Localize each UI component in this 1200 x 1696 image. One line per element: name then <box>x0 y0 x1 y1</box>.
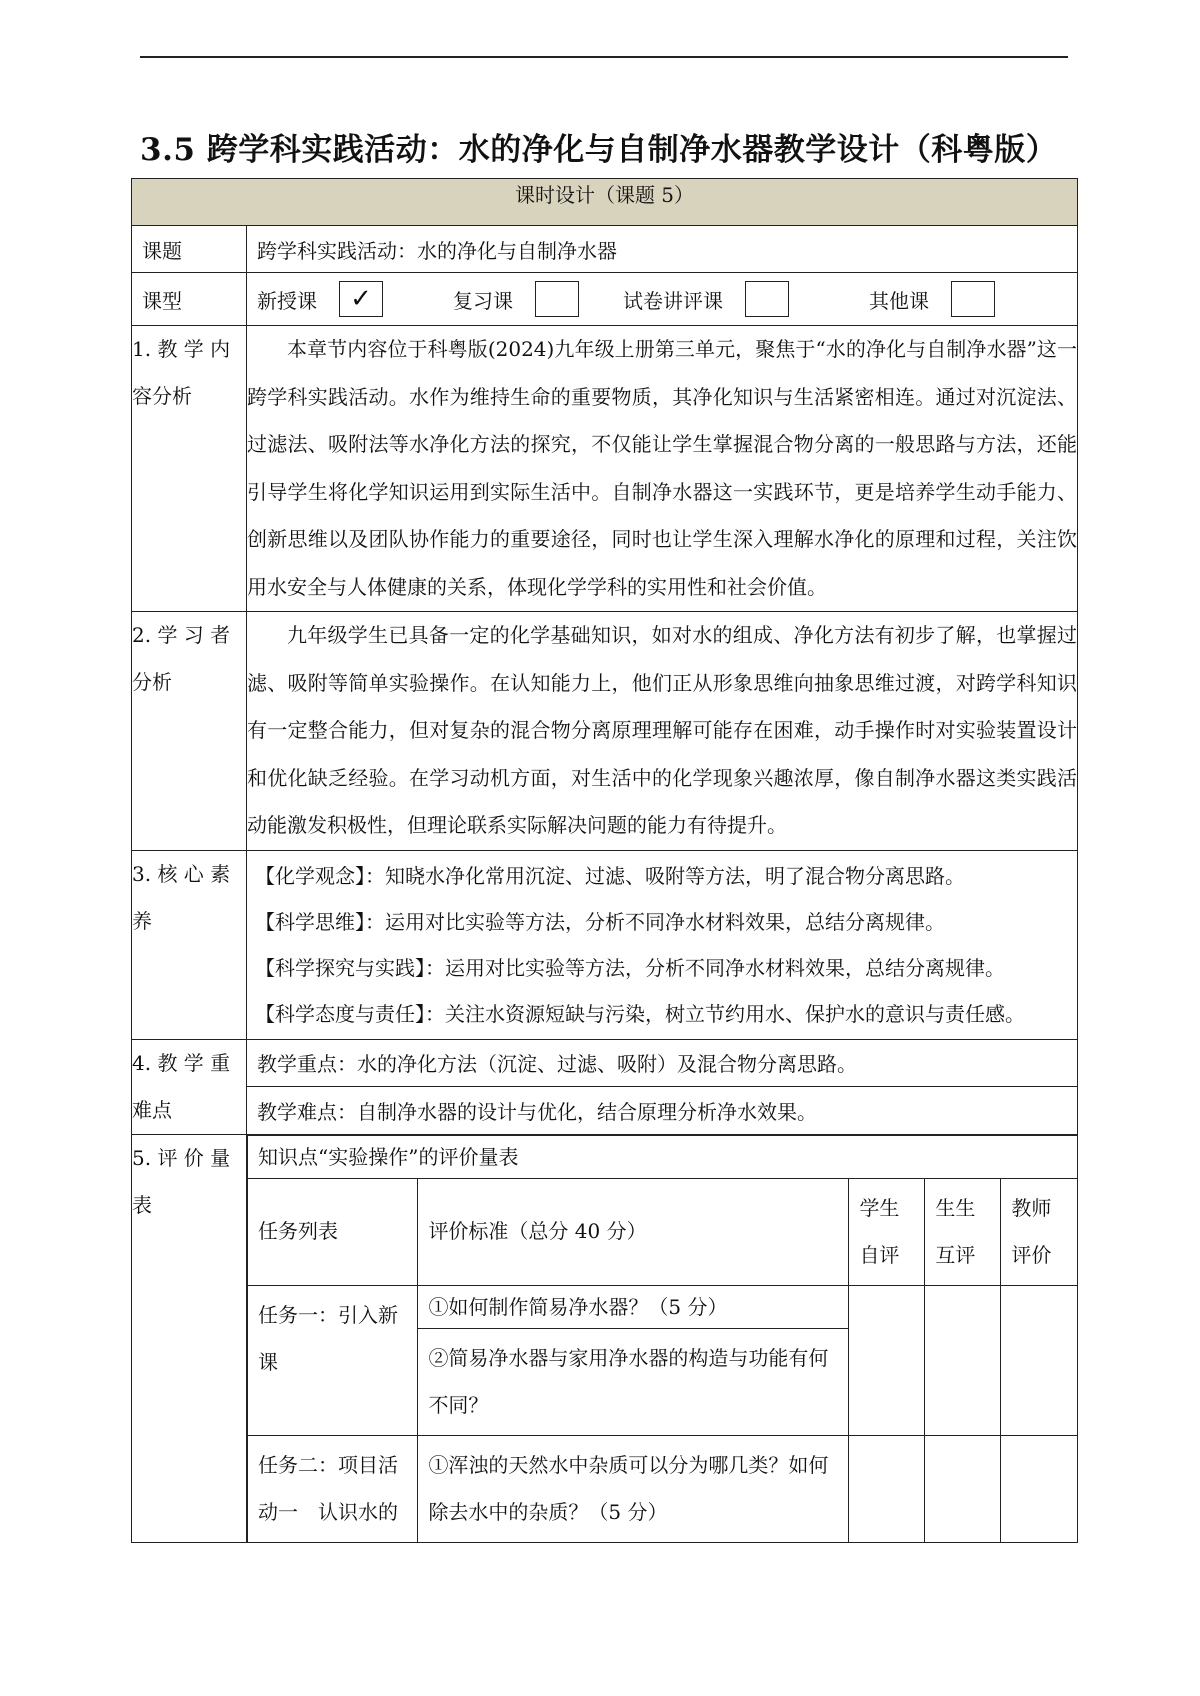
core-literacy-list <box>247 850 1078 1039</box>
key-point-row <box>132 1039 1078 1087</box>
evaluation-label: 5. 评 价 量表 <box>132 1134 247 1543</box>
task-criterion: ①浑浊的天然水中杂质可以分为哪几类？如何除去水中的杂质？（5 分） <box>418 1435 849 1542</box>
option-label: 试卷讲评课 <box>623 288 723 313</box>
section-header-row <box>132 179 1078 226</box>
header-teacher: 教师评价 <box>1001 1178 1077 1285</box>
core-literacy-item: 【科学思维】：运用对比实验等方法，分析不同净水材料效果，总结分离规律。 <box>255 909 945 934</box>
lesson-type-options <box>257 273 1067 325</box>
difficult-point-text: 教学难点：自制净水器的设计与优化，结合原理分析净水效果。 <box>247 1087 1078 1135</box>
learner-analysis-label: 2. 学 习 者分析 <box>132 612 247 851</box>
document-title: 3.5 跨学科实践活动：水的净化与自制净水器教学设计（科粤版） <box>140 132 1058 168</box>
lesson-type-option <box>257 281 383 317</box>
rubric-caption: 知识点“实验操作”的评价量表 <box>248 1135 1078 1178</box>
content-analysis-label: 1. 教 学 内 容分析 <box>132 326 247 612</box>
header-rule <box>140 56 1068 58</box>
core-literacy-item: 【科学态度与责任】：关注水资源短缺与污染，树立节约用水、保护水的意识与责任感。 <box>255 1001 1025 1026</box>
section-header: 课时设计（课题 5） <box>132 179 1078 226</box>
topic-row <box>132 226 1078 273</box>
option-label: 新授课 <box>257 288 317 313</box>
core-literacy-row <box>132 850 1078 1039</box>
learner-analysis-text: 九年级学生已具备一定的化学基础知识，如对水的组成、净化方法有初步了解，也掌握过滤、吸附等简单实验操作。在认知能力上，他们正从形象思维向抽象思维过渡，对跨学科知识有一定整合能力，但对复杂的混合物分离原理理解可能存在困难，动手操作时对实验装置设计和优化缺乏经验。在学习动机方面，对生活中的化学现象兴趣浓厚，像自制净水器这类实践活动能激发积极性，但理论联系实际解决问题的能力有待提升。 <box>247 612 1078 851</box>
header-peer: 生生互评 <box>925 1178 1001 1285</box>
lesson-type-option <box>623 281 789 317</box>
lesson-type-row <box>132 273 1078 326</box>
score-peer[interactable] <box>925 1285 1001 1435</box>
task-name: 任务一：引入新课 <box>248 1285 418 1435</box>
score-teacher[interactable] <box>1001 1285 1077 1435</box>
option-label: 复习课 <box>453 288 513 313</box>
header-task: 任务列表 <box>248 1178 418 1285</box>
content-analysis-text: 本章节内容位于科粤版(2024)九年级上册第三单元，聚焦于“水的净化与自制净水器”这一跨学科实践活动。水作为维持生命的重要物质，其净化知识与生活紧密相连。通过对沉淀法、过滤法、吸附法等水净化方法的探究，不仅能让学生掌握混合物分离的一般思路与方法，还能引导学生将化学知识运用到实际生活中。自制净水器这一实践环节，更是培养学生动手能力、创新思维以及团队协作能力的重要途径，同时也让学生深入理解水净化的原理和过程，关注饮用水安全与人体健康的关系，体现化学学科的实用性和社会价值。 <box>247 326 1078 612</box>
topic-value: 跨学科实践活动：水的净化与自制净水器 <box>247 226 1078 273</box>
table-row <box>248 1285 1078 1328</box>
task-criterion: ②简易净水器与家用净水器的构造与功能有何不同？ <box>418 1328 849 1435</box>
lesson-type-option <box>453 281 579 317</box>
option-checkbox[interactable] <box>745 281 789 317</box>
header-self: 学生自评 <box>849 1178 925 1285</box>
rubric-caption-row <box>248 1135 1078 1178</box>
score-self[interactable] <box>849 1435 925 1542</box>
rubric-header-row <box>248 1178 1078 1285</box>
header-criteria: 评价标准（总分 40 分） <box>418 1178 849 1285</box>
score-self[interactable] <box>849 1285 925 1435</box>
key-difficult-label: 4. 教 学 重难点 <box>132 1039 247 1134</box>
core-literacy-item: 【化学观念】：知晓水净化常用沉淀、过滤、吸附等方法，明了混合物分离思路。 <box>255 863 965 888</box>
option-checkbox[interactable] <box>951 281 995 317</box>
table-row <box>248 1435 1078 1542</box>
difficult-point-row <box>132 1087 1078 1135</box>
option-label: 其他课 <box>869 288 929 313</box>
key-point-text: 教学重点：水的净化方法（沉淀、过滤、吸附）及混合物分离思路。 <box>247 1039 1078 1087</box>
lesson-type-option <box>869 281 995 317</box>
content-analysis-row <box>132 326 1078 612</box>
task-criterion: ①如何制作简易净水器？（5 分） <box>418 1285 849 1328</box>
core-literacy-label: 3. 核 心 素养 <box>132 850 247 1039</box>
core-literacy-item: 【科学探究与实践】：运用对比实验等方法，分析不同净水材料效果，总结分离规律。 <box>255 955 1005 980</box>
lesson-design-table <box>131 178 1078 1543</box>
score-teacher[interactable] <box>1001 1435 1077 1542</box>
evaluation-rubric-table <box>247 1135 1078 1543</box>
score-peer[interactable] <box>925 1435 1001 1542</box>
learner-analysis-row <box>132 612 1078 851</box>
evaluation-row <box>132 1134 1078 1543</box>
option-checkbox[interactable] <box>535 281 579 317</box>
topic-label: 课题 <box>132 226 247 273</box>
lesson-type-label: 课型 <box>132 273 247 326</box>
task-name: 任务二：项目活动一 认识水的 <box>248 1435 418 1542</box>
option-checkbox[interactable]: ✓ <box>339 281 383 317</box>
